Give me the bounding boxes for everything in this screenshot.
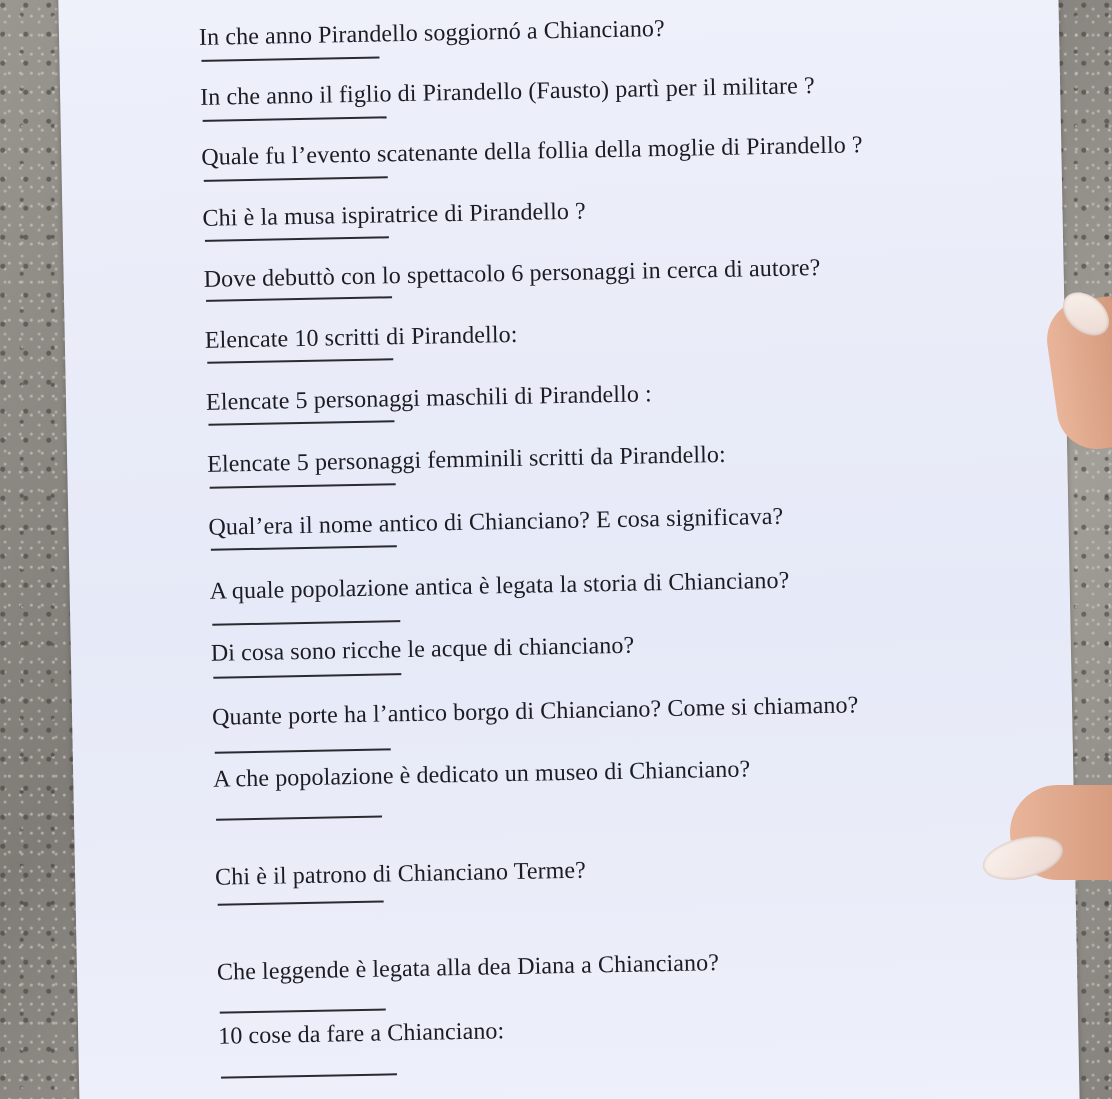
answer-line-12 [215, 748, 391, 753]
question-2: In che anno il figlio di Pirandello (Fausto) partì per il militare ? [199, 73, 815, 111]
answer-line-5 [206, 296, 392, 301]
question-1: In che anno Pirandello soggiornó a Chianciano? [198, 15, 666, 51]
question-9: Qual’era il nome antico di Chianciano? E cosa significava? [208, 503, 784, 541]
worksheet-paper [58, 0, 1080, 1099]
answer-line-2 [203, 116, 387, 121]
question-10: A quale popolazione antica è legata la storia di Chianciano? [209, 567, 790, 605]
question-11: Di cosa sono ricche le acque di chianciano? [210, 632, 635, 667]
question-8: Elencate 5 personaggi femminili scritti da Pirandello: [206, 441, 726, 478]
answer-line-7 [208, 420, 394, 425]
answer-line-10 [212, 620, 400, 625]
question-15: Che leggende è legata alla dea Diana a Chianciano? [216, 950, 720, 986]
question-4: Chi è la musa ispiratrice di Pirandello ? [202, 198, 587, 232]
answer-line-13 [216, 816, 382, 821]
answer-line-14 [218, 901, 384, 906]
answer-line-15 [220, 1008, 386, 1013]
question-5: Dove debuttò con lo spettacolo 6 personaggi in cerca di autore? [203, 255, 821, 293]
question-16: 10 cose da fare a Chianciano: [217, 1018, 505, 1050]
answer-line-1 [201, 56, 379, 61]
answer-line-3 [204, 176, 388, 181]
question-6: Elencate 10 scritti di Pirandello: [204, 321, 518, 354]
question-12: Quante porte ha l’antico borgo di Chianciano? Come si chiamano? [211, 692, 859, 731]
answer-line-4 [205, 236, 389, 241]
answer-line-8 [210, 483, 396, 488]
answer-line-11 [213, 673, 401, 678]
question-3: Quale fu l’evento scatenante della follia della moglie di Pirandello ? [201, 132, 863, 171]
answer-line-9 [211, 545, 397, 550]
question-14: Chi è il patrono di Chianciano Terme? [214, 857, 587, 891]
question-13: A che popolazione è dedicato un museo di Chianciano? [213, 756, 751, 793]
question-7: Elencate 5 personaggi maschili di Pirandello : [205, 381, 653, 416]
answer-line-6 [207, 358, 393, 363]
answer-line-16 [221, 1073, 397, 1078]
